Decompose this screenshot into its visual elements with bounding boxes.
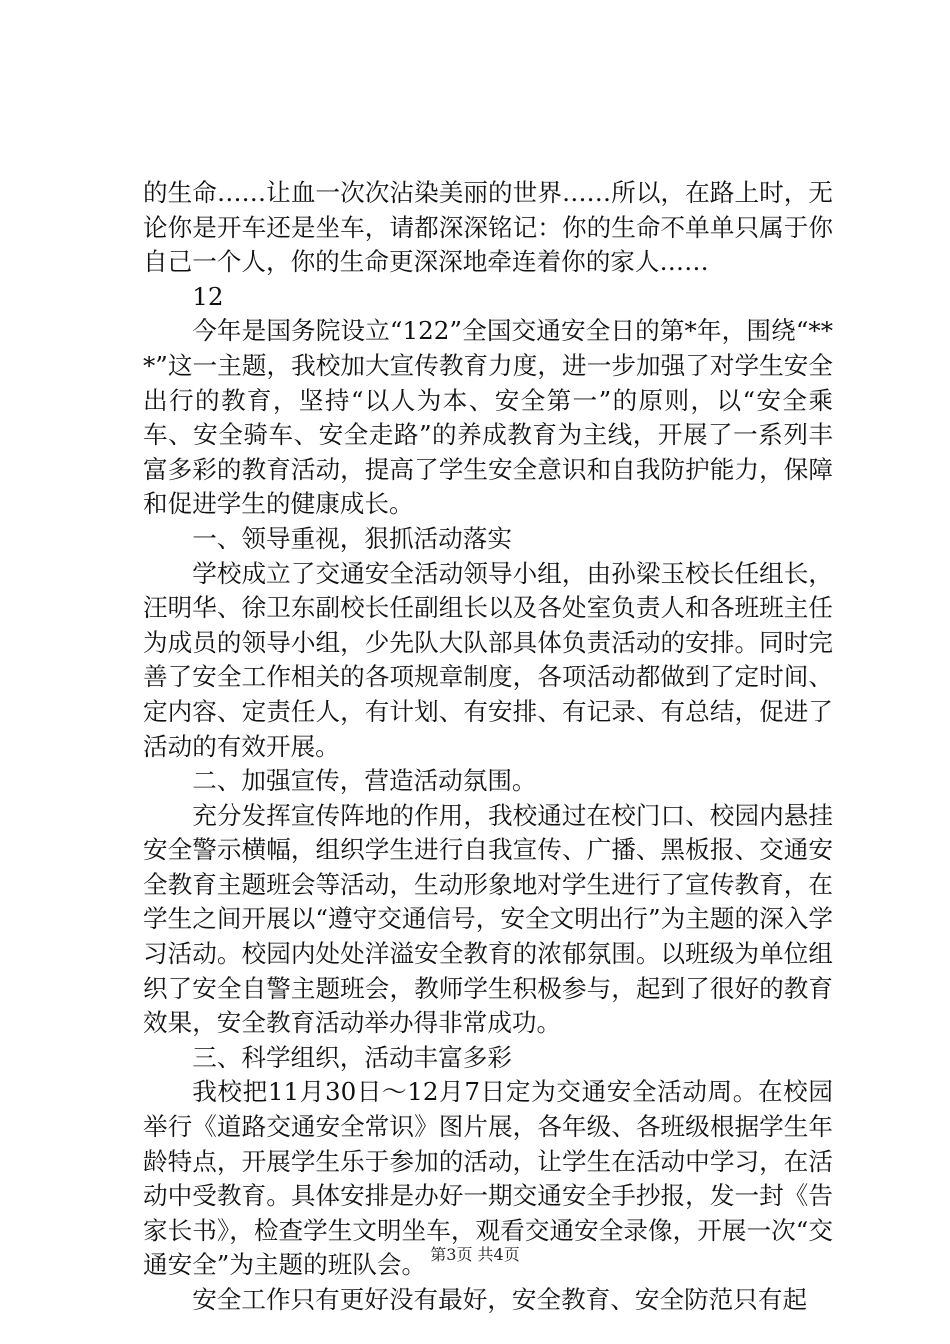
paragraph-closing: 安全工作只有更好没有最好，安全教育、安全防范只有起 — [192, 1285, 808, 1314]
paragraph-number: 12 — [192, 281, 224, 311]
document-body — [143, 176, 833, 1318]
paragraph-leadership: 学校成立了交通安全活动领导小组，由孙梁玉校长任组长，汪明华、徐卫东副校长任副组长以及各处室负责人和各班班主任为成员的领导小组，少先队大队部具体负责活动的安排。同时完善了安全工作相关的各项规章制度，各项活动都做到了定时间、定内容、定责任人，有计划、有安排、有记录、有总结，促进了活动的有效开展。 — [143, 558, 833, 761]
section-heading-1: 一、领导重视，狠抓活动落实 — [192, 523, 512, 553]
section-heading-2: 二、加强宣传，营造活动氛围。 — [192, 766, 537, 796]
paragraph-publicity: 充分发挥宣传阵地的作用，我校通过在校门口、校园内悬挂安全警示横幅，组织学生进行自我宣传、广播、黑板报、交通安全教育主题班会等活动，生动形象地对学生进行了宣传教育，在学生之间开展以“遵守交通信号，安全文明出行”为主题的深入学习活动。校园内处处洋溢安全教育的浓郁氛围。以班级为单位组织了安全自警主题班会，教师学生积极参与，起到了很好的教育效果，安全教育活动举办得非常成功。 — [143, 800, 833, 1038]
page-number-label: 第3页 共4页 — [430, 1245, 520, 1264]
section-heading-3: 三、科学组织，活动丰富多彩 — [192, 1042, 512, 1072]
paragraph-activities: 我校把11月30日～12月7日定为交通安全活动周。在校园举行《道路交通安全常识》图片展，各年级、各班级根据学生年龄特点，开展学生乐于参加的活动，让学生在活动中学习，在活动中受教育。具体安排是办好一期交通安全手抄报，发一封《告家长书》，检查学生文明坐车，观看交通安全录像，开展一次“交通安全”为主题的班队会。 — [143, 1077, 833, 1280]
page-footer — [0, 1245, 950, 1265]
paragraph-intro: 今年是国务院设立“122”全国交通安全日的第*年，围绕“***”这一主题，我校加大宣传教育力度，进一步加强了对学生安全出行的教育，坚持“以人为本、安全第一”的原则，以“安全乘车、安全骑车、安全走路”的养成教育为主线，开展了一系列丰富多彩的教育活动，提高了学生安全意识和自我防护能力，保障和促进学生的健康成长。 — [143, 316, 833, 519]
paragraph-continuation: 的生命……让血一次次沾染美丽的世界……所以，在路上时，无论你是开车还是坐车，请都深深铭记：你的生命不单单只属于你自己一个人，你的生命更深深地牵连着你的家人…… — [143, 178, 833, 277]
